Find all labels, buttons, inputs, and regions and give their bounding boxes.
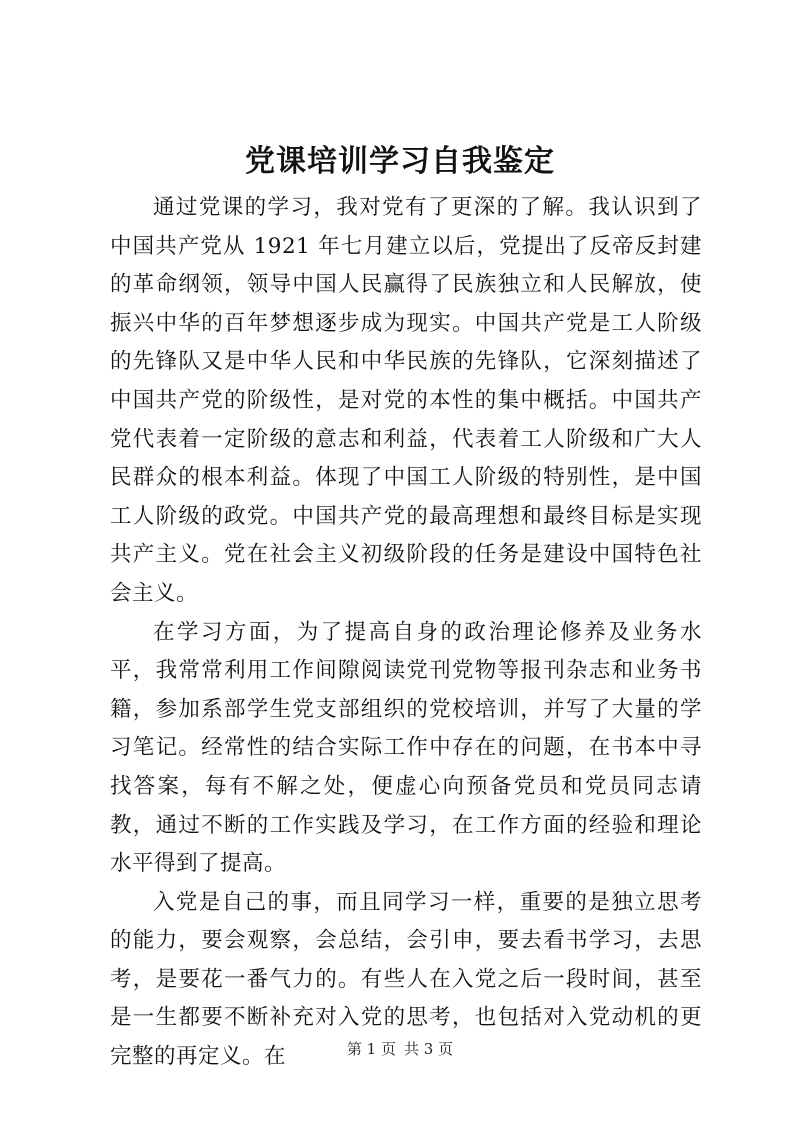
document-body: [110, 189, 702, 1077]
document-title: 党课培训学习自我鉴定: [245, 144, 555, 179]
paragraph-party-understanding: 通过党课的学习，我对党有了更深的了解。我认识到了中国共产党从 1921 年七月建立以后，党提出了反帝反封建的革命纲领，领导中国人民赢得了民族独立和人民解放，使振兴中华的百年梦想逐步成为现实。中国共产党是工人阶级的先锋队又是中华人民和中华民族的先锋队，它深刻描述了中国共产党的阶级性，是对党的本性的集中概括。中国共产党代表着一定阶级的意志和利益，代表着工人阶级和广大人民群众的根本利益。体现了中国工人阶级的特别性，是中国工人阶级的政党。中国共产党的最高理想和最终目标是实现共产主义。党在社会主义初级阶段的任务是建设中国特色社会主义。: [110, 195, 702, 606]
page-footer: [0, 1039, 800, 1059]
page-total: 共 3 页: [404, 1040, 454, 1058]
page-number: 第 1 页: [346, 1040, 396, 1058]
paragraph-joining-party: 入党是自己的事，而且同学习一样，重要的是独立思考的能力，要会观察，会总结，会引申，要去看书学习，去思考，是要花一番气力的。有些人在入党之后一段时间，甚至是一生都要不断补充对入党的思考，也包括对入党动机的更完整的再定义。在: [110, 889, 702, 1070]
paragraph-study: 在学习方面，为了提高自身的政治理论修养及业务水平，我常常利用工作间隙阅读党刊党物等报刊杂志和业务书籍，参加系部学生党支部组织的党校培训，并写了大量的学习笔记。经常性的结合实际工作中存在的问题，在书本中寻找答案，每有不解之处，便虚心向预备党员和党员同志请教，通过不断的工作实践及学习，在工作方面的经验和理论水平得到了提高。: [110, 619, 702, 877]
